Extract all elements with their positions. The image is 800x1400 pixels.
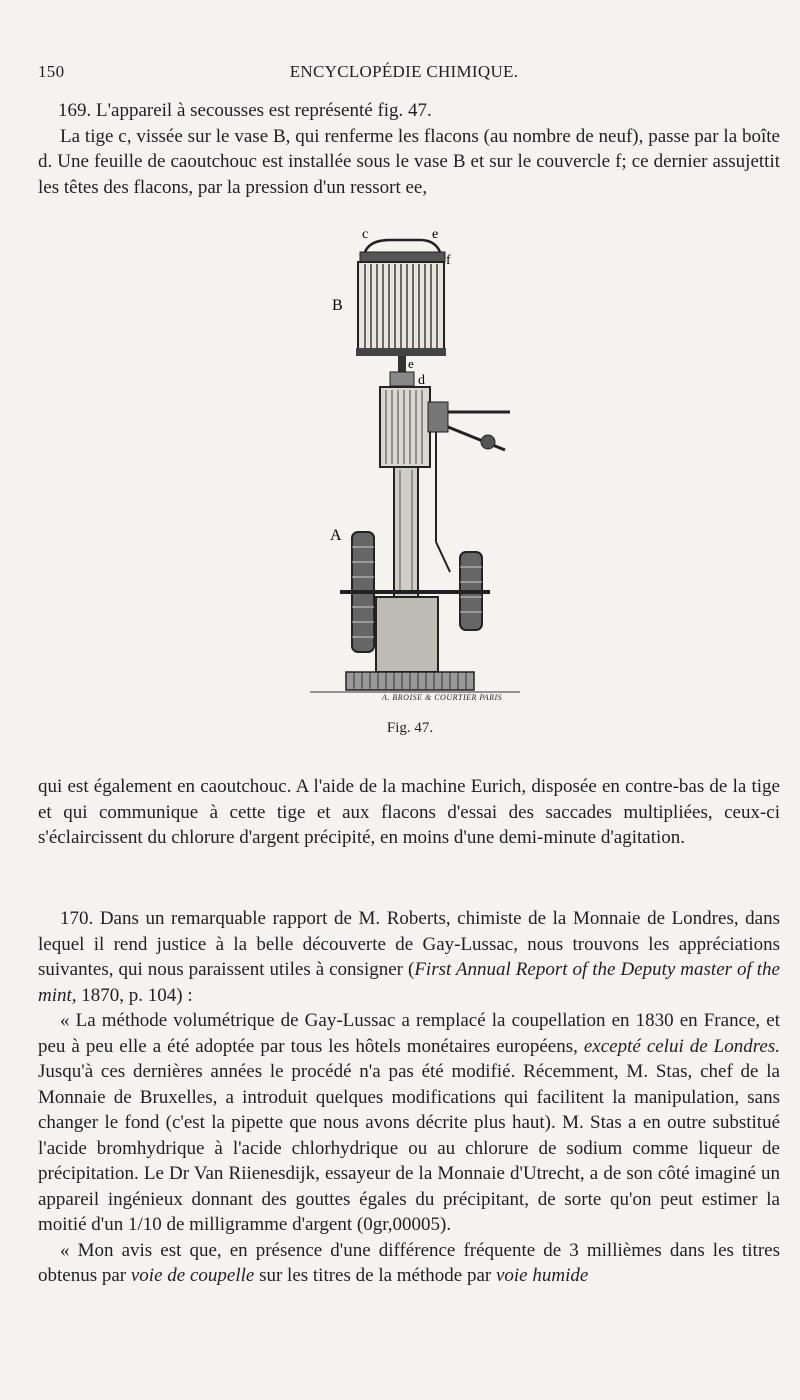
quote-1-rest: Jusqu'à ces dernières années le procédé n'a pas été modifié. Récemment, M. Stas, chef de la Monnaie de Bruxelles, a introduit quelques modifications qui facilitent la manipulation, sans changer le fond (c'est la pipette que nous avons décrite plus haut). M. Stas a en outre substitué l'acide bromhydrique à l'acide chlorhydrique ou au chlorure de sodium comme liqueur de précipitation. Le Dr Van Riienesdijk, essayeur de la Monnaie d'Utrecht, a de son côté imaginé un appareil ingénieux donnant des gouttes égales du précipitant, de sorte qu'on peut estimer la moitié d'un 1/10 de milligramme d'argent (0gr,00005). bbox=[38, 1061, 780, 1235]
quote-2-start: « Mon avis est que, en présence d'une différence fréquente de 3 millièmes dans les titres obtenus par bbox=[38, 1239, 780, 1286]
section-169-text: La tige c, vissée sur le vase B, qui renferme les flacons (au nombre de neuf), passe par la boîte d. Une feuille de caoutchouc est installée sous le vase B et sur le couvercle f; ce dernier assujettit les têtes des flacons, par la pression d'un ressort ee, bbox=[38, 125, 780, 198]
label-B: B bbox=[332, 297, 343, 314]
section-169 bbox=[38, 98, 780, 200]
intro-text: 170. Dans un remarquable rapport de M. Roberts, chimiste de la Monnaie de Londres, dans lequel il rend justice à la belle découverte de Gay-Lussac, nous trouvons les appréciations suivantes, qui nous paraissent utiles à consigner ( bbox=[38, 908, 780, 980]
section-170 bbox=[38, 906, 780, 1289]
report-title: First Annual Report of the Deputy master of the mint, bbox=[38, 959, 780, 1006]
label-A: A bbox=[330, 527, 342, 544]
section-170-intro bbox=[38, 906, 780, 1008]
quote-2 bbox=[38, 1238, 780, 1289]
quote-2-italic-2: voie humide bbox=[495, 1265, 589, 1286]
quote-1-start: « La méthode volumétrique de Gay-Lussac a remplacé la coupellation en 1830 en France, et peu à peu elle a été adoptée par tous les hôtels monétaires européens, bbox=[38, 1010, 780, 1057]
label-e-top: e bbox=[432, 227, 439, 242]
quote-1-italic: excepté celui de Londres. bbox=[583, 1035, 780, 1057]
engraver-credit: A. BROISE & COURTIER PARIS bbox=[382, 693, 503, 702]
running-title: ENCYCLOPÉDIE CHIMIQUE. bbox=[289, 62, 519, 81]
continuation-text: qui est également en caoutchouc. A l'aide de la machine Eurich, disposée en contre-bas de la tige et qui communique à cette tige et aux flacons d'essai des saccades multipliées, ceux-ci s'éclaircissent du chlorure d'argent précipité, en moins d'une demi-minute d'agitation. bbox=[38, 776, 780, 848]
label-d: d bbox=[418, 373, 425, 388]
label-f: f bbox=[446, 253, 451, 268]
quote-2-mid: sur les titres de la méthode par bbox=[254, 1265, 496, 1286]
label-c: c bbox=[362, 227, 369, 242]
intro-citation: 1870, p. 104) : bbox=[76, 984, 193, 1006]
figure-47-apparatus bbox=[310, 222, 530, 742]
section-169-heading: 169. L'appareil à secousses est représenté fig. 47. bbox=[58, 100, 432, 121]
label-e-mid: e bbox=[408, 356, 414, 371]
page-number: 150 bbox=[38, 62, 65, 81]
continuation-paragraph bbox=[38, 774, 780, 851]
page-header bbox=[38, 62, 770, 90]
quote-1 bbox=[38, 1008, 780, 1238]
quote-2-italic-1: voie de coupelle bbox=[130, 1265, 255, 1286]
figure-caption: Fig. 47. bbox=[386, 720, 434, 736]
